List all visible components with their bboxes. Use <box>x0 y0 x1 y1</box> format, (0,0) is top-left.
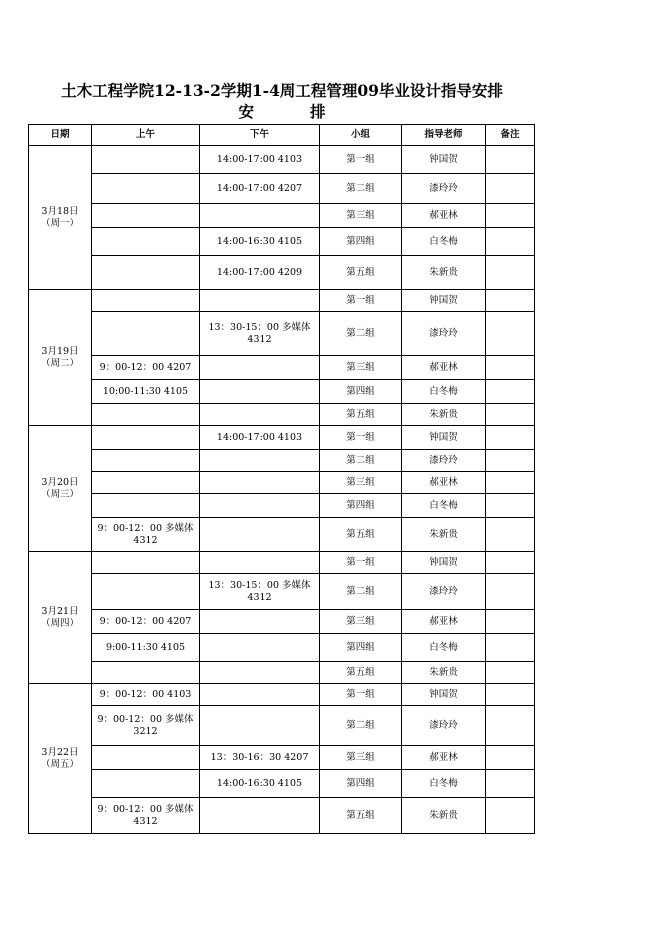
note-cell <box>486 662 535 684</box>
note-cell <box>486 228 535 256</box>
weekday-label: （周二） <box>40 357 79 369</box>
morning-cell <box>92 256 200 290</box>
group-cell: 第五组 <box>320 798 402 834</box>
date-cell <box>29 426 92 552</box>
morning-cell <box>92 574 200 610</box>
morning-cell: 9：00-12：00 多媒体 4312 <box>92 518 200 552</box>
group-cell: 第四组 <box>320 380 402 404</box>
morning-cell: 9：00-12：00 多媒体 4312 <box>92 798 200 834</box>
morning-cell: 9:00-11:30 4105 <box>92 634 200 662</box>
group-cell: 第五组 <box>320 404 402 426</box>
afternoon-cell <box>200 798 320 834</box>
afternoon-cell: 14:00-16:30 4105 <box>200 228 320 256</box>
teacher-cell: 钟国贺 <box>402 146 486 174</box>
group-cell: 第三组 <box>320 610 402 634</box>
header-note: 备注 <box>486 125 535 146</box>
note-cell <box>486 552 535 574</box>
morning-cell <box>92 662 200 684</box>
teacher-cell: 漆玲玲 <box>402 574 486 610</box>
morning-cell: 9：00-12：00 4207 <box>92 356 200 380</box>
afternoon-cell: 13：30-15：00 多媒体4312 <box>200 574 320 610</box>
afternoon-cell <box>200 472 320 494</box>
teacher-cell: 钟国贺 <box>402 552 486 574</box>
date-label: 3月21日 <box>41 605 79 617</box>
table-row <box>29 634 535 662</box>
afternoon-cell <box>200 450 320 472</box>
header-teacher: 指导老师 <box>402 125 486 146</box>
schedule-table <box>28 124 535 834</box>
group-cell: 第五组 <box>320 256 402 290</box>
table-row <box>29 204 535 228</box>
morning-cell <box>92 472 200 494</box>
group-cell: 第三组 <box>320 204 402 228</box>
teacher-cell: 朱新贵 <box>402 256 486 290</box>
table-row <box>29 174 535 204</box>
morning-cell <box>92 228 200 256</box>
note-cell <box>486 426 535 450</box>
afternoon-cell: 14:00-17:00 4103 <box>200 426 320 450</box>
table-row <box>29 552 535 574</box>
teacher-cell: 白冬梅 <box>402 228 486 256</box>
note-cell <box>486 706 535 746</box>
weekday-label: （周三） <box>40 488 79 500</box>
group-cell: 第四组 <box>320 228 402 256</box>
afternoon-cell <box>200 494 320 518</box>
morning-cell <box>92 770 200 798</box>
table-row <box>29 662 535 684</box>
group-cell: 第一组 <box>320 552 402 574</box>
teacher-cell: 白冬梅 <box>402 380 486 404</box>
morning-cell <box>92 204 200 228</box>
header-morning: 上午 <box>92 125 200 146</box>
group-cell: 第一组 <box>320 146 402 174</box>
note-cell <box>486 204 535 228</box>
group-cell: 第三组 <box>320 356 402 380</box>
group-cell: 第三组 <box>320 746 402 770</box>
morning-cell <box>92 426 200 450</box>
group-cell: 第二组 <box>320 450 402 472</box>
teacher-cell: 漆玲玲 <box>402 174 486 204</box>
morning-cell: 10:00-11:30 4105 <box>92 380 200 404</box>
teacher-cell: 白冬梅 <box>402 634 486 662</box>
afternoon-cell: 14:00-17:00 4209 <box>200 256 320 290</box>
note-cell <box>486 290 535 312</box>
note-cell <box>486 174 535 204</box>
table-row <box>29 256 535 290</box>
group-cell: 第四组 <box>320 634 402 662</box>
table-row <box>29 404 535 426</box>
note-cell <box>486 518 535 552</box>
morning-cell <box>92 746 200 770</box>
teacher-cell: 郝亚林 <box>402 472 486 494</box>
teacher-cell: 朱新贵 <box>402 662 486 684</box>
note-cell <box>486 312 535 356</box>
group-cell: 第五组 <box>320 518 402 552</box>
schedule-body <box>29 146 535 834</box>
note-cell <box>486 684 535 706</box>
teacher-cell: 郝亚林 <box>402 610 486 634</box>
teacher-cell: 白冬梅 <box>402 494 486 518</box>
table-row <box>29 146 535 174</box>
afternoon-cell <box>200 204 320 228</box>
afternoon-cell: 13：30-16：30 4207 <box>200 746 320 770</box>
table-row <box>29 610 535 634</box>
afternoon-cell <box>200 684 320 706</box>
morning-cell <box>92 146 200 174</box>
table-row <box>29 472 535 494</box>
group-cell: 第四组 <box>320 770 402 798</box>
morning-cell: 9：00-12：00 4103 <box>92 684 200 706</box>
morning-cell <box>92 494 200 518</box>
note-cell <box>486 798 535 834</box>
afternoon-cell: 14:00-16:30 4105 <box>200 770 320 798</box>
teacher-cell: 漆玲玲 <box>402 450 486 472</box>
afternoon-cell: 14:00-17:00 4103 <box>200 146 320 174</box>
afternoon-cell <box>200 552 320 574</box>
note-cell <box>486 770 535 798</box>
morning-cell <box>92 450 200 472</box>
morning-cell <box>92 174 200 204</box>
table-row <box>29 356 535 380</box>
note-cell <box>486 404 535 426</box>
afternoon-cell <box>200 356 320 380</box>
morning-cell <box>92 312 200 356</box>
afternoon-cell <box>200 610 320 634</box>
table-row <box>29 426 535 450</box>
afternoon-cell <box>200 518 320 552</box>
table-row <box>29 494 535 518</box>
date-cell <box>29 552 92 684</box>
group-cell: 第五组 <box>320 662 402 684</box>
group-cell: 第四组 <box>320 494 402 518</box>
afternoon-cell <box>200 634 320 662</box>
table-row <box>29 450 535 472</box>
group-cell: 第一组 <box>320 290 402 312</box>
teacher-cell: 郝亚林 <box>402 746 486 770</box>
afternoon-cell: 13：30-15：00 多媒体4312 <box>200 312 320 356</box>
date-cell <box>29 146 92 290</box>
teacher-cell: 朱新贵 <box>402 518 486 552</box>
table-row <box>29 706 535 746</box>
group-cell: 第二组 <box>320 312 402 356</box>
table-row <box>29 518 535 552</box>
group-cell: 第二组 <box>320 574 402 610</box>
teacher-cell: 钟国贺 <box>402 290 486 312</box>
table-row <box>29 312 535 356</box>
header-afternoon: 下午 <box>200 125 320 146</box>
date-label: 3月22日 <box>41 746 79 758</box>
teacher-cell: 钟国贺 <box>402 684 486 706</box>
header-date: 日期 <box>29 125 92 146</box>
afternoon-cell <box>200 380 320 404</box>
date-label: 3月19日 <box>41 345 79 357</box>
table-row <box>29 290 535 312</box>
teacher-cell: 漆玲玲 <box>402 312 486 356</box>
page-title <box>30 80 534 122</box>
header-group: 小组 <box>320 125 402 146</box>
morning-cell <box>92 290 200 312</box>
teacher-cell: 朱新贵 <box>402 404 486 426</box>
note-cell <box>486 356 535 380</box>
morning-cell: 9：00-12：00 4207 <box>92 610 200 634</box>
afternoon-cell <box>200 706 320 746</box>
group-cell: 第三组 <box>320 472 402 494</box>
morning-cell <box>92 404 200 426</box>
afternoon-cell: 14:00-17:00 4207 <box>200 174 320 204</box>
note-cell <box>486 494 535 518</box>
teacher-cell: 钟国贺 <box>402 426 486 450</box>
note-cell <box>486 472 535 494</box>
afternoon-cell <box>200 290 320 312</box>
date-cell <box>29 684 92 834</box>
group-cell: 第二组 <box>320 174 402 204</box>
note-cell <box>486 574 535 610</box>
afternoon-cell <box>200 404 320 426</box>
morning-cell: 9：00-12：00 多媒体 3212 <box>92 706 200 746</box>
note-cell <box>486 450 535 472</box>
morning-cell <box>92 552 200 574</box>
note-cell <box>486 746 535 770</box>
afternoon-cell <box>200 662 320 684</box>
date-label: 3月18日 <box>41 205 79 217</box>
group-cell: 第一组 <box>320 426 402 450</box>
group-cell: 第二组 <box>320 706 402 746</box>
table-row <box>29 770 535 798</box>
weekday-label: （周五） <box>40 758 79 770</box>
header-row <box>29 125 535 146</box>
teacher-cell: 朱新贵 <box>402 798 486 834</box>
table-row <box>29 574 535 610</box>
table-row <box>29 684 535 706</box>
table-row <box>29 380 535 404</box>
table-row <box>29 746 535 770</box>
note-cell <box>486 146 535 174</box>
note-cell <box>486 634 535 662</box>
teacher-cell: 白冬梅 <box>402 770 486 798</box>
title-line-2: 安排 <box>238 102 382 121</box>
title-line-1: 土木工程学院12-13-2学期1-4周工程管理09毕业设计指导安排 <box>61 81 503 100</box>
date-label: 3月20日 <box>41 476 79 488</box>
weekday-label: （周四） <box>40 617 79 629</box>
teacher-cell: 郝亚林 <box>402 356 486 380</box>
date-cell <box>29 290 92 426</box>
note-cell <box>486 256 535 290</box>
teacher-cell: 漆玲玲 <box>402 706 486 746</box>
table-row <box>29 228 535 256</box>
note-cell <box>486 380 535 404</box>
teacher-cell: 郝亚林 <box>402 204 486 228</box>
weekday-label: （周一） <box>40 217 79 229</box>
note-cell <box>486 610 535 634</box>
table-row <box>29 798 535 834</box>
group-cell: 第一组 <box>320 684 402 706</box>
